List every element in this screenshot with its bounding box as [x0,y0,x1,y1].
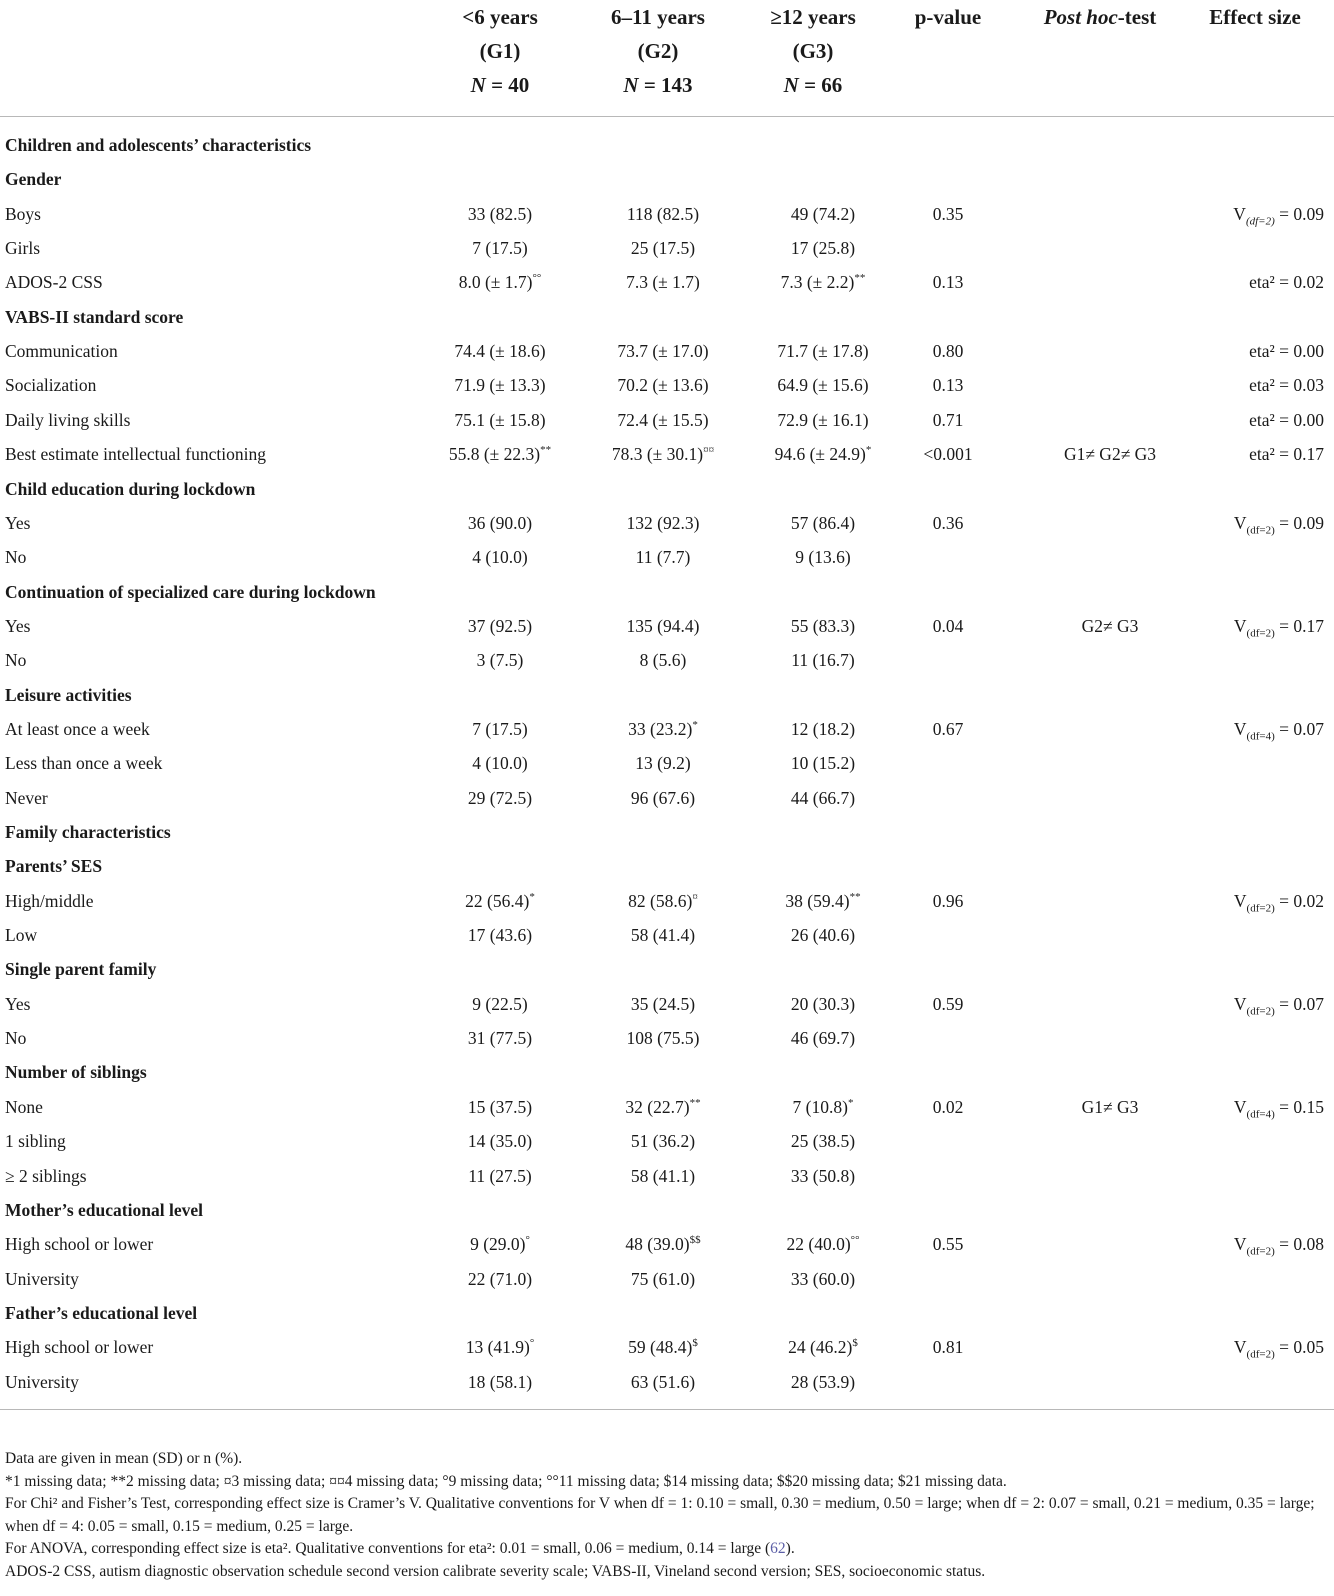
cell-g3: 10 (15.2) [790,753,856,774]
cell-g2: 135 (94.4) [626,615,700,636]
cell-g1: 29 (72.5) [467,787,533,808]
header-effect-size: Effect size [1209,5,1301,29]
cell-p-value: 0.04 [932,615,964,636]
cell-g2: 63 (51.6) [630,1371,696,1392]
cell-g3: 24 (46.2)$ [788,1337,858,1358]
footnote-marker: ** [849,890,861,903]
footnote-marker: ¤¤ [703,444,715,457]
degrees-of-freedom: (df=4) [1246,730,1275,743]
table-row [0,781,1334,815]
cell-p-value: 0.96 [932,890,964,911]
cell-g3: 33 (50.8) [790,1165,856,1186]
cell-p-value: 0.13 [932,272,964,293]
degrees-of-freedom: (df=2) [1246,1348,1275,1361]
cell-g1: 7 (17.5) [472,718,528,739]
cell-g2: 70.2 (± 13.6) [617,375,709,396]
section-header-row [0,472,1334,506]
section-label: Gender [5,169,62,190]
section-header-row [0,300,1334,334]
section-label: Father’s educational level [5,1302,198,1323]
footnote-marker: ° [525,1234,530,1247]
section-header-row [0,1055,1334,1089]
cell-p-value: 0.81 [932,1337,964,1358]
section-label: Single parent family [5,959,157,980]
header-g1-n: N = 40 [470,73,530,97]
section-label: Parents’ SES [5,856,103,877]
table-row [0,197,1334,231]
row-label: High/middle [5,890,94,911]
section-header-row [0,849,1334,883]
table-row [0,265,1334,299]
table-row [0,609,1334,643]
footnote-marker: * [847,1096,854,1109]
footnote-marker: $ [692,1337,698,1350]
footnote-marker: ** [689,1096,701,1109]
cell-g3: 7 (10.8)* [792,1096,854,1117]
row-label: Less than once a week [5,753,163,774]
table-row [0,437,1334,471]
degrees-of-freedom: (df=2) [1246,524,1275,537]
cell-g2: 7.3 (± 1.7) [626,272,700,293]
cell-g3: 11 (16.7) [791,650,855,671]
row-label: Best estimate intellectual functioning [5,444,266,465]
table-row [0,746,1334,780]
cell-g1: 31 (77.5) [467,1028,533,1049]
cell-g3: 22 (40.0)°° [786,1234,860,1255]
row-label: No [5,547,27,568]
cell-g3: 17 (25.8) [790,238,856,259]
section-header-row [0,678,1334,712]
degrees-of-freedom: (df=2) [1246,627,1275,640]
cell-effect-size: $V_{(df=2)} = 0.09$ [1233,203,1324,228]
degrees-of-freedom: (df=2) [1246,1005,1275,1018]
header-g2-label: 6–11 years [611,5,705,29]
header-g2-n: N = 143 [623,73,693,97]
cell-effect-size: eta² = 0.17 [1249,444,1324,465]
section-header-row [0,162,1334,196]
cell-g1: 3 (7.5) [476,650,524,671]
cell-p-value: 0.13 [932,375,964,396]
cell-effect-size: $V_{(df=2)} = 0.09$ [1233,512,1324,537]
cell-g3: 38 (59.4)** [785,890,861,911]
row-label: Girls [5,238,40,259]
section-header-row [0,128,1334,162]
cell-effect-size: eta² = 0.03 [1249,375,1324,396]
note-eta-squared: For ANOVA, corresponding effect size is eta². Qualitative conventions for eta²: 0.01 = small, 0.06 = medium, 0.14 = large (62). [5,1540,795,1558]
cell-g2: 8 (5.6) [639,650,687,671]
header-g3-group: (G3) [792,39,834,63]
cell-p-value: 0.71 [932,409,964,430]
header-g3-n: N = 66 [783,73,843,97]
degrees-of-freedom: (df=2) [1245,215,1275,228]
cell-g1: 75.1 (± 15.8) [454,409,546,430]
cell-g1: 22 (71.0) [467,1268,533,1289]
cell-post-hoc: G1≠ G3 [1081,1096,1139,1117]
footer-rule [0,1409,1334,1410]
cell-g3: 9 (13.6) [795,547,851,568]
cell-g1: 9 (29.0)° [470,1234,530,1255]
cell-g1: 22 (56.4)* [465,890,535,911]
section-header-row [0,952,1334,986]
cell-g2: 32 (22.7)** [625,1096,701,1117]
footnote-marker: * [529,890,535,903]
section-label: Child education during lockdown [5,478,256,499]
cell-p-value: <0.001 [923,444,973,465]
degrees-of-freedom: (df=4) [1246,1108,1275,1121]
footnote-marker: ° [529,1337,535,1350]
header-p-value: p-value [914,5,982,29]
row-label: At least once a week [5,718,150,739]
table-row [0,231,1334,265]
table-row [0,540,1334,574]
header-g1-group: (G1) [479,39,521,63]
note-abbreviations: ADOS-2 CSS, autism diagnostic observation schedule second version calibrate severity scale; VABS-II, Vineland second version; SES, socioeconomic status. [5,1562,986,1580]
degrees-of-freedom: (df=2) [1246,1245,1275,1258]
table-row [0,1365,1334,1399]
cell-g1: 4 (10.0) [472,753,528,774]
cell-g3: 64.9 (± 15.6) [777,375,869,396]
note-data-format: Data are given in mean (SD) or n (%). [5,1450,243,1467]
cell-p-value: 0.55 [932,1234,964,1255]
cell-post-hoc: G1≠ G2≠ G3 [1063,444,1157,465]
cell-g2: 33 (23.2)* [628,718,698,739]
cell-g1: 8.0 (± 1.7)°° [458,272,542,293]
cell-g1: 9 (22.5) [472,993,528,1014]
row-label: Daily living skills [5,409,131,430]
table-row [0,987,1334,1021]
cell-g2: 73.7 (± 17.0) [617,341,709,362]
cell-effect-size: $V_{(df=2)} = 0.08$ [1233,1234,1324,1258]
cell-g1: 7 (17.5) [472,238,528,259]
footnote-marker: ** [854,272,866,285]
header-g2-group: (G2) [637,39,679,63]
row-label: Yes [5,615,31,636]
table-row [0,1021,1334,1055]
cell-effect-size: eta² = 0.00 [1249,341,1324,362]
cell-g3: 72.9 (± 16.1) [777,409,869,430]
table-row [0,643,1334,677]
cell-g1: 14 (35.0) [467,1131,533,1152]
cell-g2: 72.4 (± 15.5) [617,409,709,430]
row-label: High school or lower [5,1337,154,1358]
cell-g2: 35 (24.5) [630,993,696,1014]
cell-g2: 25 (17.5) [630,238,696,259]
section-header-row [0,1296,1334,1330]
section-header-row [0,575,1334,609]
table-notes [5,1448,1323,1584]
table-row [0,368,1334,402]
cell-g1: 36 (90.0) [467,512,533,533]
cell-g3: 26 (40.6) [790,925,856,946]
row-label: University [5,1371,79,1392]
cell-effect-size: eta² = 0.00 [1249,409,1324,430]
header-g1 [415,0,585,102]
cell-g2: 108 (75.5) [626,1028,700,1049]
row-label: Low [5,925,38,946]
row-label: Boys [5,203,41,224]
cell-p-value: 0.59 [932,993,964,1014]
cell-effect-size: $V_{(df=2)} = 0.07$ [1233,993,1324,1018]
cell-g2: 96 (67.6) [630,787,696,808]
cell-g3: 94.6 (± 24.9)* [774,444,872,465]
footnote-marker: ** [540,444,552,457]
cell-g3: 44 (66.7) [790,787,856,808]
cell-effect-size: $V_{(df=4)} = 0.07$ [1233,718,1324,743]
footnote-marker: °° [850,1234,860,1247]
cell-effect-size: eta² = 0.02 [1249,272,1324,293]
footnote-marker: °° [532,272,542,285]
table-row [0,1262,1334,1296]
cell-g2: 78.3 (± 30.1)¤¤ [611,444,715,465]
table-row [0,334,1334,368]
header-post-hoc: Post hoc-test [1043,5,1157,29]
row-label: Never [5,787,48,808]
reference-link[interactable]: 62 [770,1540,786,1558]
header-rule [0,116,1334,117]
row-label: Communication [5,341,118,362]
cell-g2: 75 (61.0) [630,1268,696,1289]
cell-g1: 13 (41.9)° [465,1337,535,1358]
degrees-of-freedom: (df=2) [1246,902,1275,915]
cell-g2: 59 (48.4)$ [628,1337,698,1358]
cell-g3: 33 (60.0) [790,1268,856,1289]
cell-g2: 118 (82.5) [626,203,700,224]
table-row [0,506,1334,540]
cell-g2: 58 (41.1) [630,1165,696,1186]
section-label: VABS-II standard score [5,306,184,327]
cell-g2: 48 (39.0)$$ [625,1234,701,1255]
cell-effect-size: $V_{(df=2)} = 0.17$ [1233,615,1324,640]
cell-g2: 82 (58.6)¤ [628,890,698,911]
cell-g3: 55 (83.3) [790,615,856,636]
note-cramers-v: For Chi² and Fisher’s Test, corresponding effect size is Cramer’s V. Qualitative conventions for V when df = 1: 0.10 = small, 0.30 = medium, 0.50 = large; when df = 2: 0.07 = small, 0.21 = medium, 0.35 = large; when df = 4: 0.05 = small, 0.15 = medium, 0.25 = large. [5,1495,1315,1535]
row-label: No [5,650,27,671]
cell-g3: 12 (18.2) [790,718,856,739]
header-g3-label: ≥12 years [770,5,856,29]
footnote-marker: $$ [689,1234,701,1247]
cell-g1: 71.9 (± 13.3) [454,375,546,396]
cell-g2: 51 (36.2) [630,1131,696,1152]
table-row [0,884,1334,918]
cell-post-hoc: G2≠ G3 [1081,615,1139,636]
table-row [0,712,1334,746]
row-label: Yes [5,993,31,1014]
cell-g3: 49 (74.2) [790,203,856,224]
row-label: University [5,1268,79,1289]
cell-p-value: 0.02 [932,1096,964,1117]
section-header-row [0,815,1334,849]
cell-g3: 25 (38.5) [790,1131,856,1152]
cell-g1: 15 (37.5) [467,1096,533,1117]
section-header-row [0,1193,1334,1227]
section-label: Number of siblings [5,1062,147,1083]
cell-g2: 58 (41.4) [630,925,696,946]
footnote-marker: * [865,444,872,457]
cell-g1: 4 (10.0) [472,547,528,568]
cell-g3: 57 (86.4) [790,512,856,533]
table-row [0,918,1334,952]
note-missing-data: *1 missing data; **2 missing data; ¤3 missing data; ¤¤4 missing data; °9 missing data; °°11 missing data; $14 missing data; $$20 missing data; $21 missing data. [5,1472,1007,1490]
section-label: Leisure activities [5,684,132,705]
cell-effect-size: $V_{(df=2)} = 0.02$ [1233,890,1324,915]
cell-g1: 11 (27.5) [468,1165,532,1186]
table-row [0,1227,1334,1261]
cell-effect-size: $V_{(df=2)} = 0.05$ [1233,1337,1324,1361]
cell-g3: 28 (53.9) [790,1371,856,1392]
section-label: Family characteristics [5,822,171,842]
row-label: ≥ 2 siblings [5,1165,87,1186]
row-label: ADOS-2 CSS [5,272,103,293]
table-header [0,0,1334,117]
cell-p-value: 0.67 [932,718,964,739]
cell-p-value: 0.80 [932,341,964,362]
row-label: No [5,1028,27,1049]
table-row [0,1159,1334,1193]
cell-g2: 132 (92.3) [626,512,700,533]
table-row [0,1124,1334,1158]
section-label: Continuation of specialized care during lockdown [5,581,376,602]
row-label: High school or lower [5,1234,154,1255]
table-row [0,1330,1334,1364]
cell-g2: 13 (9.2) [635,753,691,774]
row-label: 1 sibling [5,1131,66,1152]
cell-p-value: 0.36 [932,512,964,533]
cell-effect-size: $V_{(df=4)} = 0.15$ [1233,1096,1324,1121]
cell-g1: 55.8 (± 22.3)** [448,444,552,465]
footnote-marker: $ [852,1337,858,1350]
cell-g1: 37 (92.5) [467,615,533,636]
header-g2 [573,0,743,102]
row-label: None [5,1096,43,1117]
section-label: Mother’s educational level [5,1199,203,1220]
row-label: Socialization [5,375,97,396]
footnote-marker: ¤ [692,890,698,903]
header-g1-label: <6 years [462,5,538,29]
cell-g1: 17 (43.6) [467,925,533,946]
cell-g3: 71.7 (± 17.8) [777,341,869,362]
cell-g2: 11 (7.7) [635,547,691,568]
table-row [0,1090,1334,1124]
cell-g3: 7.3 (± 2.2)** [780,272,866,293]
header-g3 [728,0,898,102]
row-label: Yes [5,512,31,533]
cell-g1: 33 (82.5) [467,203,533,224]
cell-p-value: 0.35 [932,203,964,224]
cell-g3: 46 (69.7) [790,1028,856,1049]
cell-g1: 18 (58.1) [467,1371,533,1392]
cell-g3: 20 (30.3) [790,993,856,1014]
cell-g1: 74.4 (± 18.6) [454,341,546,362]
table-row [0,403,1334,437]
footnote-marker: * [692,719,698,732]
section-label: Children and adolescents’ characteristics [5,135,312,155]
